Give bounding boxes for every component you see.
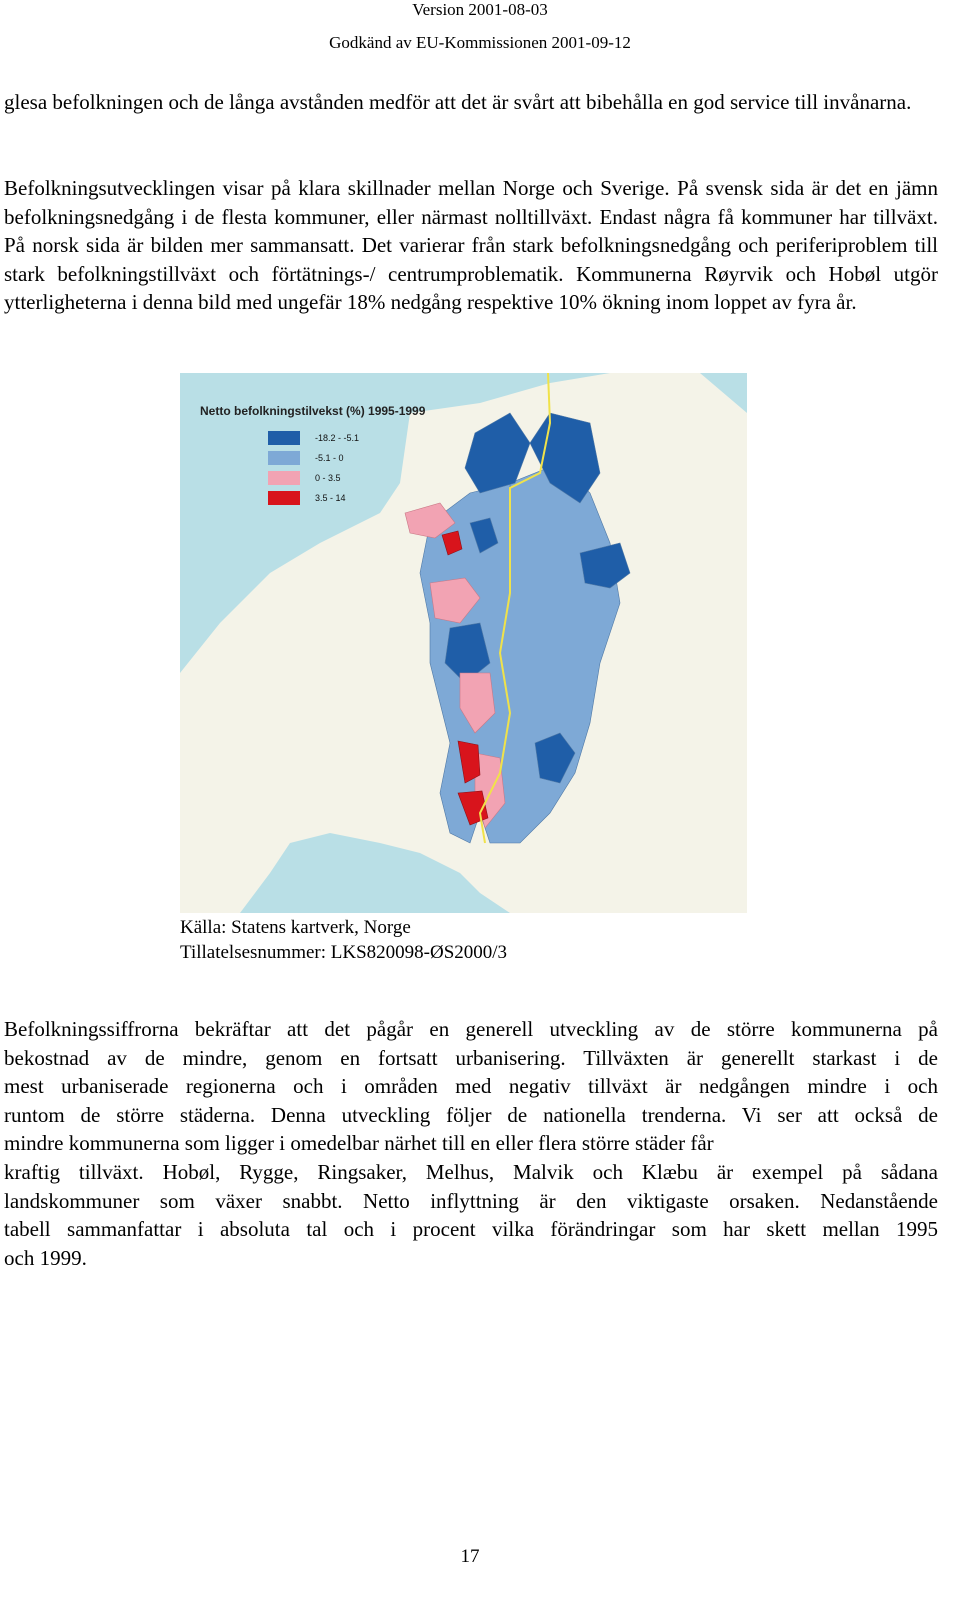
page-number: 17: [460, 1546, 480, 1567]
legend-swatch-3: [268, 471, 300, 485]
legend-label-3: 0 - 3.5: [315, 473, 341, 483]
map-permit-caption: Tillatelsesnummer: LKS820098-ØS2000/3: [180, 942, 508, 963]
paragraph-3-line-1: Befolkningssiffrorna bekräftar att det pågår en generell utveckling av de större kommunerna på: [4, 1017, 938, 1041]
paragraph-1: glesa befolkningen och de långa avstånden medför att det är svårt att bibehålla en god service till invånarna.: [4, 90, 912, 114]
paragraph-3-line-3: mest urbaniserade regionerna och i områden med negativ tillväxt är nedgången mindre i och: [4, 1074, 938, 1099]
paragraph-3: [4, 1015, 938, 1272]
legend-swatch-4: [268, 491, 300, 505]
paragraph-3-line-5: mindre kommunerna som ligger i omedelbar närhet till en eller flera större städer får: [4, 1131, 714, 1156]
paragraph-3-line-4: runtom de större städerna. Denna utveckling följer de nationella trenderna. Vi ser att också de: [4, 1102, 938, 1127]
paragraph-2: Befolkningsutvecklingen visar på klara skillnader mellan Norge och Sverige. På svensk sida är det en jämn befolkningsnedgång i de flesta kommuner, eller närmast nolltillväxt. Endast några få kommuner har tillväxt. På norsk sida är bilden mer sammansatt. Det varierar från stark befolkningsnedgång och periferiproblem till stark befolkningstillväxt och förtätnings-/ centrumproblematik. Kommunerna Røyrvik och Hobøl utgör ytterligheterna i denna bild med ungefär 18% nedgång respektive 10% ökning inom loppet av fyra år.: [4, 176, 938, 315]
header-version: Version 2001-08-03: [412, 0, 548, 19]
population-map: [180, 373, 747, 913]
paragraph-3-line-2: bekostnad av de mindre, genom en fortsatt urbanisering. Tillväxten är generellt starkast i de: [4, 1045, 938, 1070]
map-svg: [180, 373, 747, 913]
legend-label-1: -18.2 - -5.1: [315, 433, 360, 443]
legend-swatch-1: [268, 431, 300, 445]
map-title: Netto befolkningstilvekst (%) 1995-1999: [200, 404, 426, 418]
map-source-caption: Källa: Statens kartverk, Norge: [180, 917, 411, 938]
paragraph-3-line-7: landskommuner som växer snabbt. Netto inflyttning är den viktigaste orsaken. Nedanstående: [4, 1188, 938, 1213]
header-approval: Godkänd av EU-Kommissionen 2001-09-12: [329, 33, 631, 52]
paragraph-3-line-6: kraftig tillväxt. Hobøl, Rygge, Ringsaker, Melhus, Malvik och Klæbu är exempel på sådana: [4, 1159, 938, 1184]
legend-label-4: 3.5 - 14: [315, 493, 346, 503]
legend-label-2: -5.1 - 0: [315, 453, 344, 463]
paragraph-3-line-9: och 1999.: [4, 1245, 87, 1270]
legend-swatch-2: [268, 451, 300, 465]
paragraph-3-line-8: tabell sammanfattar i absoluta tal och i procent vilka förändringar som har skett mellan 1995: [4, 1217, 938, 1242]
